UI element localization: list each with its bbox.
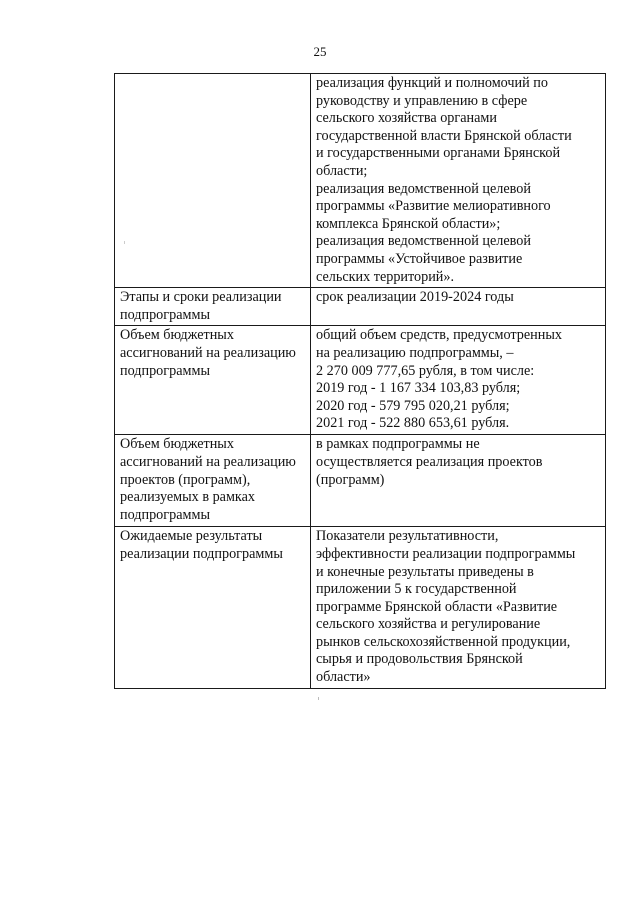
label-cell xyxy=(115,288,311,326)
page-number: 25 xyxy=(313,44,327,59)
text-line: комплекса Брянской области»; xyxy=(316,215,501,232)
text-line: эффективности реализации подпрограммы xyxy=(316,545,576,562)
text-line: в рамках подпрограммы не xyxy=(316,436,480,453)
text-line: 2 270 009 777,65 рубля, в том числе: xyxy=(316,362,535,379)
value-cell xyxy=(311,326,606,435)
text-line: реализуемых в рамках xyxy=(120,489,256,506)
text-line: 2019 год - 1 167 334 103,83 рубля; xyxy=(316,380,521,397)
text-line: и государственными органами Брянской xyxy=(316,145,561,162)
text-line: реализация ведомственной целевой xyxy=(316,180,531,197)
text-line: приложении 5 к государственной xyxy=(316,581,517,598)
table-row xyxy=(115,527,606,688)
table-row xyxy=(115,326,606,435)
table-row xyxy=(115,288,606,326)
label-cell xyxy=(115,326,311,435)
text-line: и конечные результаты приведены в xyxy=(316,563,534,580)
text-line: (программ) xyxy=(316,471,385,488)
text-line: Показатели результативности, xyxy=(316,528,499,545)
text-line: реализации подпрограммы xyxy=(120,545,283,562)
text-line: программы «Развитие мелиоративного xyxy=(316,198,551,215)
text-line: сырья и продовольствия Брянской xyxy=(316,651,523,668)
text-line: Объем бюджетных xyxy=(120,436,234,453)
text-line: государственной власти Брянской области xyxy=(316,127,572,144)
label-cell xyxy=(115,74,311,288)
label-cell xyxy=(115,527,311,688)
text-line: Этапы и сроки реализации xyxy=(120,289,282,306)
text-line: ассигнований на реализацию xyxy=(120,453,296,470)
text-line: сельского хозяйства органами xyxy=(316,110,497,127)
value-cell xyxy=(311,74,606,288)
text-line: Ожидаемые результаты xyxy=(120,528,263,545)
text-line: реализация функций и полномочий по xyxy=(316,75,548,91)
text-line: подпрограммы xyxy=(120,506,210,523)
text-line: сельских территорий». xyxy=(316,268,455,285)
text-line: на реализацию подпрограммы, – xyxy=(316,344,514,361)
value-cell xyxy=(311,435,606,527)
text-line: срок реализации 2019-2024 годы xyxy=(316,289,514,306)
text-line: проектов (программ), xyxy=(120,471,251,488)
text-line: области; xyxy=(316,162,368,179)
text-line: программы «Устойчивое развитие xyxy=(316,250,523,267)
table-row xyxy=(115,435,606,527)
text-line: руководству и управлению в сфере xyxy=(316,92,528,109)
text-line: подпрограммы xyxy=(120,306,210,323)
text-line: рынков сельскохозяйственной продукции, xyxy=(316,633,571,650)
value-cell xyxy=(311,288,606,326)
text-line: программе Брянской области «Развитие xyxy=(316,598,558,615)
text-line: общий объем средств, предусмотренных xyxy=(316,327,562,344)
text-line: 2021 год - 522 880 653,61 рубля. xyxy=(316,415,510,432)
label-cell xyxy=(115,435,311,527)
scan-speck xyxy=(124,241,125,244)
text-line: ассигнований на реализацию xyxy=(120,344,296,361)
text-line: сельского хозяйства и регулирование xyxy=(316,616,541,633)
table-row xyxy=(115,74,606,288)
subprogram-passport-table xyxy=(114,73,606,689)
text-line: 2020 год - 579 795 020,21 рубля; xyxy=(316,397,510,414)
text-line: реализация ведомственной целевой xyxy=(316,233,531,250)
value-cell xyxy=(311,527,606,688)
text-line: осуществляется реализация проектов xyxy=(316,453,543,470)
text-line: области» xyxy=(316,669,371,686)
scan-speck xyxy=(318,697,319,700)
text-line: подпрограммы xyxy=(120,362,210,379)
text-line: Объем бюджетных xyxy=(120,327,234,344)
